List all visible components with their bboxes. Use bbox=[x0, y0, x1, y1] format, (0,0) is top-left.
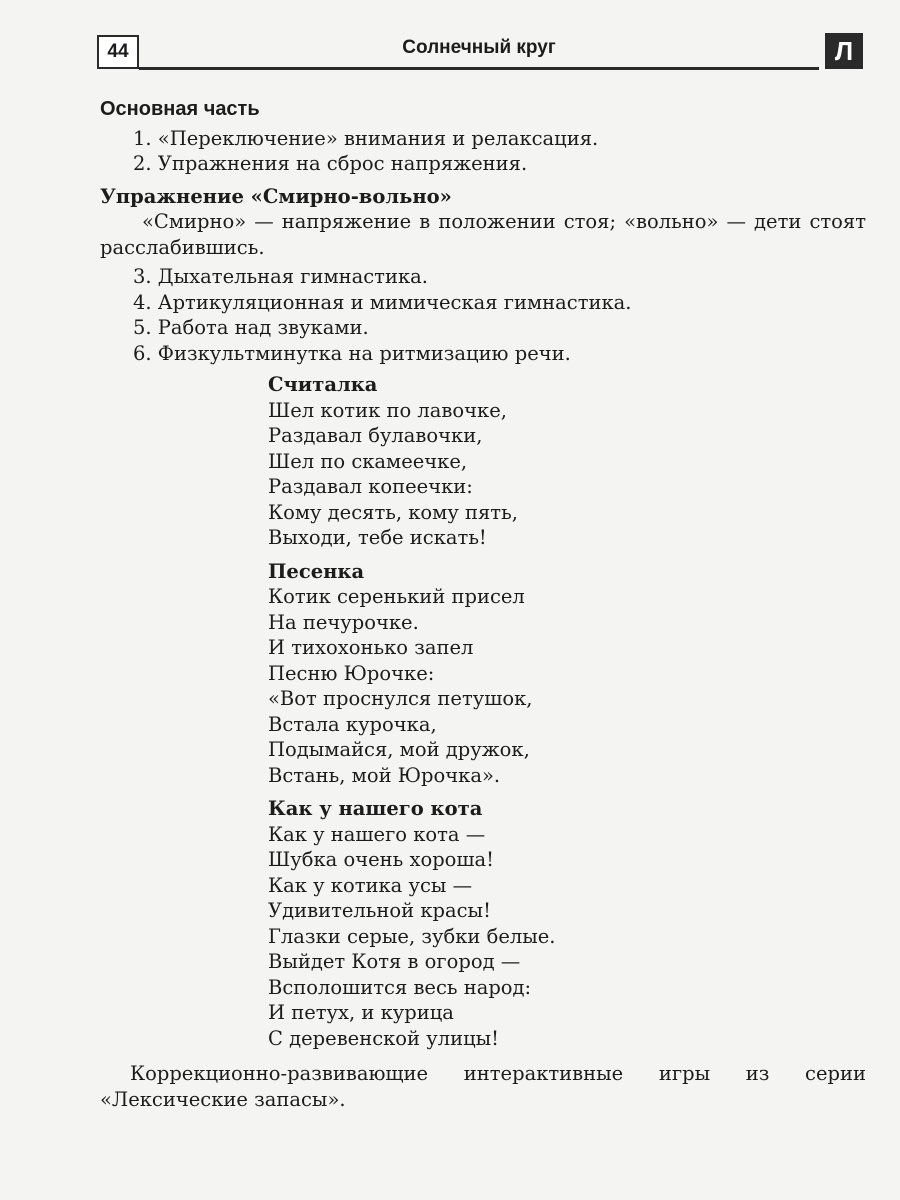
list-item: 5. Работа над звуками. bbox=[133, 316, 369, 339]
poem-line: Как у котика усы — bbox=[268, 873, 473, 897]
list-item: 3. Дыхательная гимнастика. bbox=[133, 265, 428, 288]
poem-line: Песню Юрочке: bbox=[268, 661, 435, 685]
closing-text: Коррекционно-развивающие интерактивные игры из серии bbox=[130, 1062, 866, 1085]
poem-line: Раздавал булавочки, bbox=[268, 424, 483, 447]
poem-line: Шел по скамеечке, bbox=[268, 449, 468, 473]
poem-line: Удивительной красы! bbox=[268, 899, 491, 922]
poem-line: Кому десять, кому пять, bbox=[268, 500, 518, 524]
exercise-title: Упражнение «Смирно-вольно» bbox=[100, 184, 452, 208]
poem-title: Песенка bbox=[268, 559, 365, 583]
closing-paragraph bbox=[100, 1061, 866, 1112]
poem-line: Выйдет Котя в огород — bbox=[268, 950, 521, 973]
section-tab: Л bbox=[825, 33, 863, 69]
list-item: 2. Упражнения на сброс напряжения. bbox=[133, 152, 528, 175]
list-item: 6. Физкультминутка на ритмизацию речи. bbox=[133, 341, 571, 365]
poem-line: Глазки серые, зубки белые. bbox=[268, 924, 556, 948]
poem-line: И тихохонько запел bbox=[268, 636, 474, 659]
page-number: 44 bbox=[97, 35, 139, 69]
activity-list-b bbox=[100, 264, 866, 366]
section-title: Основная часть bbox=[100, 98, 260, 120]
poem-title: Как у нашего кота bbox=[268, 797, 483, 820]
poem-line: Котик серенький присел bbox=[268, 585, 525, 608]
poem-line: Встала курочка, bbox=[268, 712, 437, 736]
poem-line: Шубка очень хороша! bbox=[268, 848, 495, 871]
poem-line: С деревенской улицы! bbox=[268, 1026, 500, 1050]
poem-line: И петух, и курица bbox=[268, 1001, 454, 1024]
activity-list-a bbox=[100, 126, 866, 177]
page-header bbox=[97, 33, 865, 71]
poem-line: На печурочке. bbox=[268, 610, 419, 634]
poem-line: Как у нашего кота — bbox=[268, 822, 486, 846]
poem-line: Выходи, тебе искать! bbox=[268, 526, 487, 549]
poem-title: Считалка bbox=[268, 373, 378, 396]
poem-line: Встань, мой Юрочка». bbox=[268, 763, 501, 787]
list-item: 4. Артикуляционная и мимическая гимнастика. bbox=[133, 290, 632, 314]
closing-text-end: «Лексические запасы». bbox=[100, 1087, 346, 1111]
poem-line: «Вот проснулся петушок, bbox=[268, 687, 533, 710]
poem-line: Шел котик по лавочке, bbox=[268, 398, 507, 422]
poem-line: Подымайся, мой дружок, bbox=[268, 738, 530, 761]
poem-song bbox=[268, 559, 866, 789]
page-content bbox=[100, 97, 866, 1112]
exercise-text: «Смирно» — напряжение в положении стоя; «вольно» — дети стоят расслабившись. bbox=[100, 210, 866, 259]
poem-line: Раздавал копеечки: bbox=[268, 475, 473, 498]
poem-line: Всполошится весь народ: bbox=[268, 975, 532, 999]
running-title: Солнечный круг bbox=[402, 37, 556, 58]
poem-counting-rhyme bbox=[268, 372, 866, 551]
poem-cat bbox=[268, 796, 866, 1051]
list-item: 1. «Переключение» внимания и релаксация. bbox=[133, 126, 599, 150]
